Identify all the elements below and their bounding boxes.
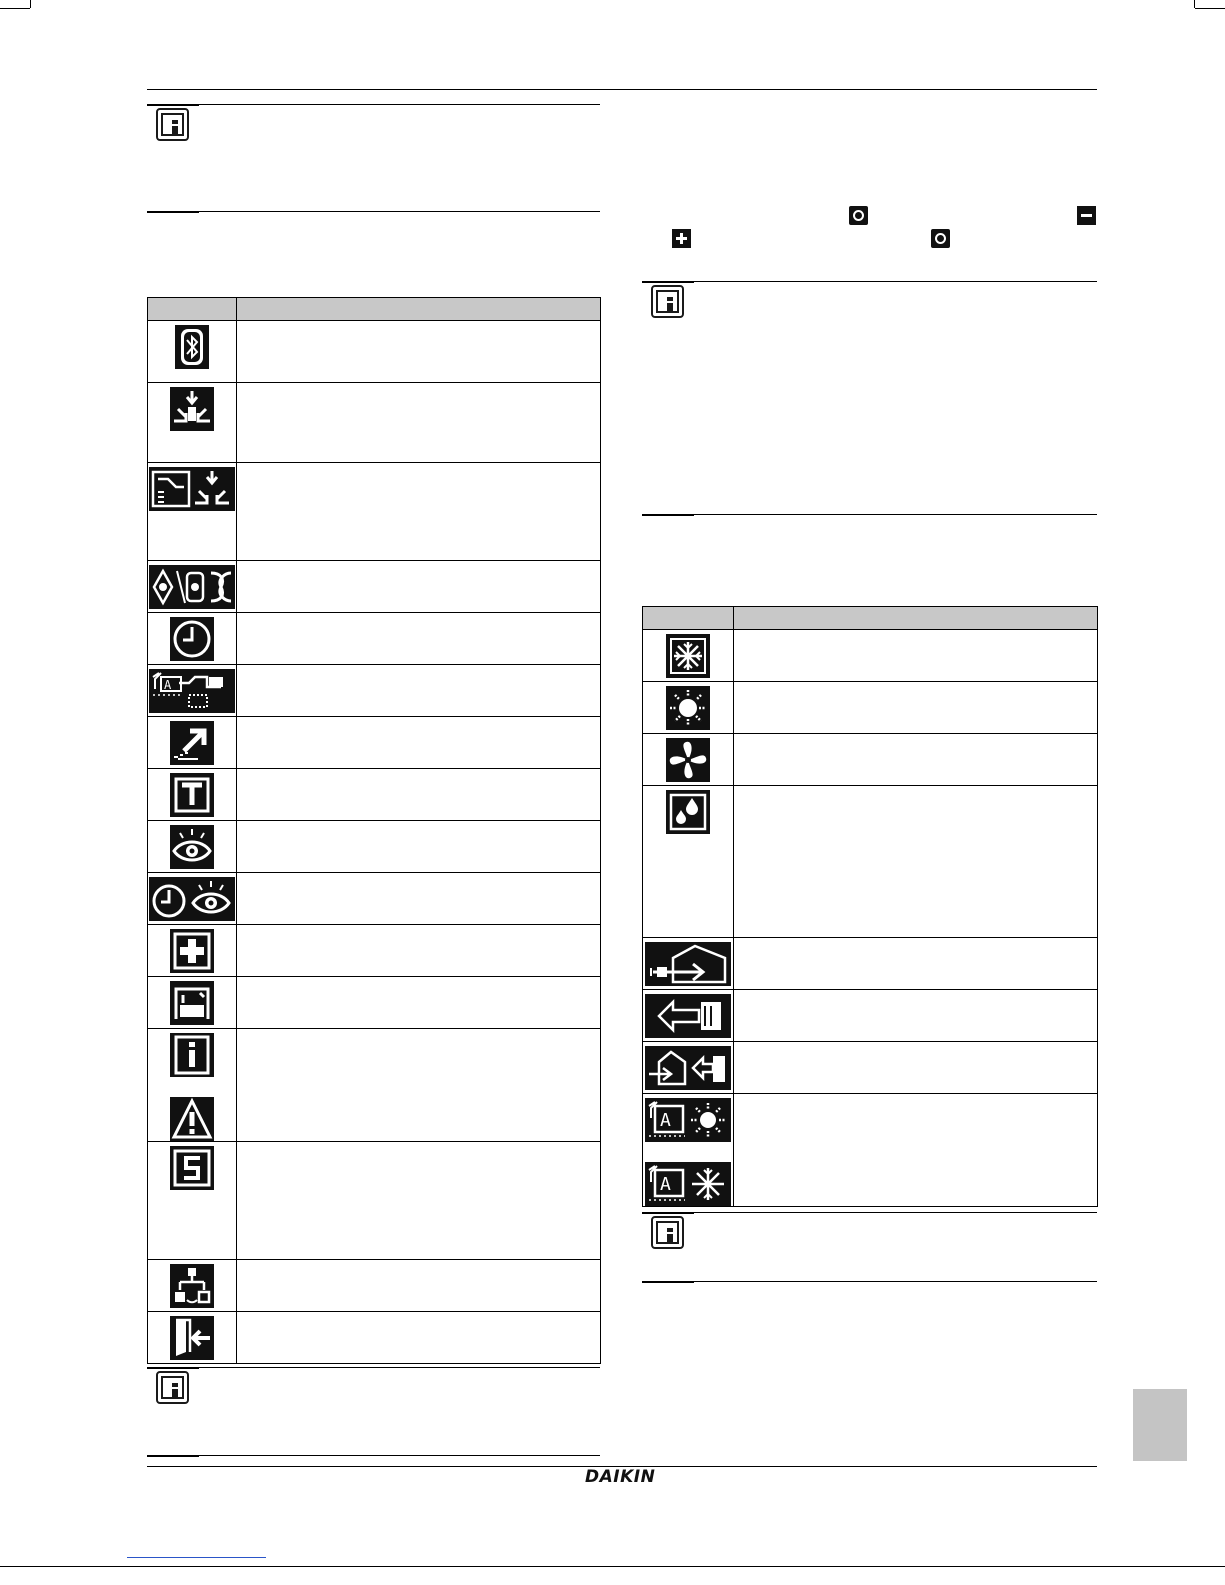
table-row xyxy=(148,769,601,821)
auto-changeover-outdoor-icon xyxy=(149,669,235,713)
right-icon-table xyxy=(642,606,1098,1207)
info-note xyxy=(642,281,1097,515)
network-icon xyxy=(170,1264,214,1308)
plus-button-icon xyxy=(672,229,691,248)
ventilation-house-icon xyxy=(645,942,731,986)
ventilation-combo-icon xyxy=(645,1046,731,1090)
door-arrow-icon xyxy=(170,1316,214,1360)
table-row xyxy=(148,561,601,613)
ok-button-icon xyxy=(931,229,950,248)
info-icon xyxy=(651,1216,684,1249)
table-row xyxy=(148,821,601,873)
crop-mark xyxy=(1194,0,1195,8)
svg-text:A: A xyxy=(660,1110,671,1131)
boost-arrow-icon xyxy=(170,721,214,765)
left-icon-table xyxy=(147,297,601,1364)
ok-button-icon xyxy=(849,206,868,225)
header-rule xyxy=(147,89,1097,90)
table-row xyxy=(643,786,1098,938)
schedule-multi-unit-icon xyxy=(149,467,235,511)
table-row xyxy=(643,630,1098,682)
info-icon xyxy=(156,1371,189,1404)
multi-unit-icon xyxy=(170,387,214,431)
snowflake-icon xyxy=(666,634,710,678)
table-row xyxy=(148,977,601,1029)
table-row xyxy=(148,613,601,665)
table-row xyxy=(148,925,601,977)
air-intake-icon xyxy=(645,994,731,1038)
table-row xyxy=(148,1260,601,1312)
link-underline[interactable] xyxy=(127,1557,266,1558)
info-icon xyxy=(170,1033,214,1077)
crop-mark xyxy=(0,8,30,9)
warning-icon xyxy=(170,1097,214,1141)
bluetooth-icon xyxy=(175,325,209,369)
eye-icon xyxy=(170,825,214,869)
table-row xyxy=(148,383,601,463)
operation-modes-icon xyxy=(149,565,235,609)
t-letter-icon xyxy=(170,773,214,817)
table-row xyxy=(643,990,1098,1042)
table-row xyxy=(148,665,601,717)
crop-mark xyxy=(30,0,31,8)
clock-icon xyxy=(170,617,214,661)
table-row xyxy=(148,463,601,561)
table-row xyxy=(148,1142,601,1260)
clock-eye-icon xyxy=(149,877,235,921)
crop-mark xyxy=(1195,8,1225,9)
table-row xyxy=(148,321,601,383)
table-row xyxy=(643,682,1098,734)
sun-icon xyxy=(666,686,710,730)
table-row xyxy=(643,1042,1098,1094)
minus-button-icon xyxy=(1077,206,1096,225)
daikin-logo: DAIKIN xyxy=(585,1467,656,1487)
info-icon xyxy=(156,108,189,141)
filter-frame-icon xyxy=(170,981,214,1025)
table-row xyxy=(643,1094,1098,1207)
table-header-cell xyxy=(148,298,237,321)
info-note xyxy=(147,1367,600,1456)
table-row xyxy=(643,734,1098,786)
auto-heat-icon xyxy=(645,1098,731,1142)
table-header-cell xyxy=(237,298,601,321)
svg-text:A: A xyxy=(660,1174,671,1195)
table-header-cell xyxy=(643,607,734,630)
chapter-tab xyxy=(1133,1389,1187,1461)
s-letter-icon xyxy=(170,1146,214,1190)
cross-icon xyxy=(170,929,214,973)
fan-icon xyxy=(666,738,710,782)
info-note xyxy=(642,1212,1097,1282)
info-icon xyxy=(651,285,684,318)
table-row xyxy=(643,938,1098,990)
table-row xyxy=(148,1029,601,1142)
table-row xyxy=(148,717,601,769)
svg-text:A: A xyxy=(164,678,172,692)
info-note xyxy=(147,104,600,212)
table-row xyxy=(148,873,601,925)
auto-cool-icon xyxy=(645,1162,731,1206)
droplets-icon xyxy=(666,790,710,834)
crop-mark xyxy=(0,1566,1225,1567)
table-row xyxy=(148,1312,601,1364)
table-header-cell xyxy=(734,607,1098,630)
